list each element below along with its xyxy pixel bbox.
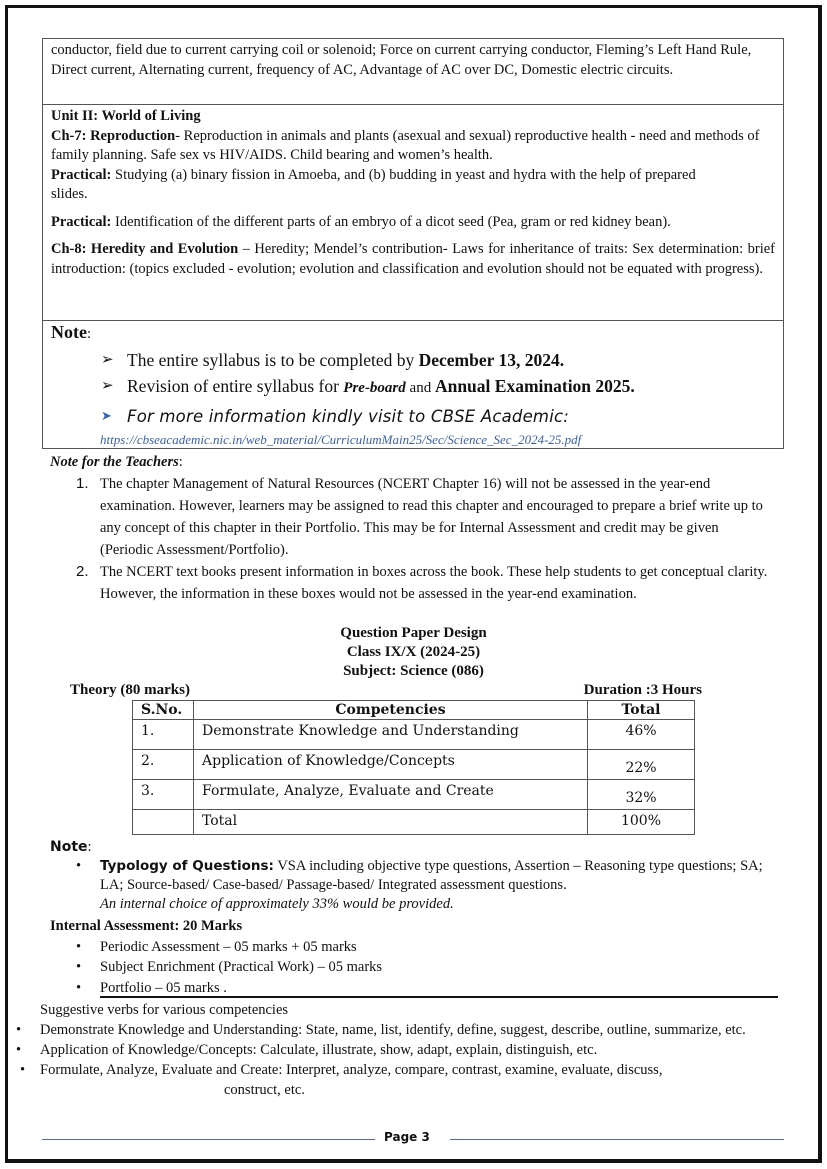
practical-2-paragraph [51, 213, 775, 233]
header-total: Total [588, 701, 695, 720]
item-text: The chapter Management of Natural Resources (NCERT Chapter 16) will not be assessed in the year-end examination. However, learners may be assigned to read this chapter and encouraged to prepare a brief write up to any concept of this chapter in their Portfolio. This may be for Internal Assessment and credit may be given (Periodic Assessment/Portfolio). [100, 476, 763, 558]
note-colon: : [86, 326, 92, 342]
table-row-total [133, 810, 695, 835]
note-item [101, 404, 775, 430]
typology-item [50, 857, 770, 914]
item-text: Application of Knowledge/Concepts: Calculate, illustrate, show, adapt, explain, distinguish, etc. [40, 1042, 598, 1058]
teachers-note-title: Note for the Teachers [50, 454, 179, 470]
theory-marks: Theory (80 marks) [70, 682, 190, 698]
note-item [101, 373, 775, 401]
cell-total: 100% [588, 810, 695, 835]
question-paper-design-heading [0, 624, 827, 681]
note-item-exam: Annual Examination 2025. [434, 375, 635, 396]
practical-1-paragraph [51, 166, 775, 205]
teachers-note-item [50, 473, 770, 561]
cell-competency: Demonstrate Knowledge and Understanding [194, 720, 588, 750]
bullet-icon: • [16, 1042, 22, 1058]
note-item-date: December 13, 2024. [418, 349, 565, 370]
syllabus-continuation-box [42, 38, 784, 105]
typology-note [50, 838, 770, 914]
practical-1-text: Studying (a) binary fission in Amoeba, and (b) budding in yeast and hydra with the help of prepared slides. [51, 166, 696, 202]
typology-list [50, 857, 770, 914]
header-sno: S.No. [133, 701, 194, 720]
bullet-icon: • [16, 1022, 22, 1038]
bullet-icon: • [76, 979, 82, 996]
cell-sno: 2. [133, 750, 194, 780]
typology-note-colon: : [87, 839, 92, 855]
arrow-bullet-icon: ➢ [101, 351, 114, 368]
practical-1-label: Practical: [51, 166, 112, 183]
cell-total: 32% [588, 780, 695, 810]
note-item-preboard: Pre-board [343, 379, 406, 396]
page-number: Page 3 [384, 1130, 430, 1144]
ch7-label: Ch-7: Reproduction [51, 127, 176, 144]
suggestive-verbs-title: Suggestive verbs for various competencies [40, 1002, 289, 1018]
item-text: The NCERT text books present information in boxes across the book. These help students to get conceptual clarity. However, the information in these boxes would not be assessed in the year-end examination. [100, 564, 768, 602]
note-item-text: The entire syllabus is to be completed by [127, 349, 419, 370]
verbs-item [14, 1060, 784, 1080]
verbs-item [14, 1020, 784, 1040]
cell-sno: 1. [133, 720, 194, 750]
teachers-note [50, 451, 770, 605]
item-text: Subject Enrichment (Practical Work) – 05 marks [100, 959, 383, 975]
item-text: Periodic Assessment – 05 marks + 05 marks [100, 938, 357, 955]
typology-label: Typology of Questions: [100, 858, 274, 874]
qpd-title: Question Paper Design [340, 625, 487, 641]
internal-assessment-item [50, 937, 770, 958]
footer-line-left [42, 1139, 375, 1140]
item-number: 2. [76, 563, 89, 580]
continuation-text: conductor, field due to current carrying coil or solenoid; Force on current carrying conductor, Fleming’s Left Hand Rule, Direct current, Alternating current, frequency of AC, Advantage of AC over DC, Domestic electric circuits. [51, 42, 752, 78]
note-item [101, 347, 775, 373]
practical-2-text: Identification of the different parts of an embryo of a dicot seed (Pea, gram or red kidney bean). [111, 213, 671, 230]
note-item-and: and [405, 379, 435, 396]
footer-line-right [450, 1139, 784, 1140]
note-title: Note [51, 322, 87, 342]
cell-competency: Formulate, Analyze, Evaluate and Create [194, 780, 588, 810]
note-item-text: For more information kindly visit to CBSE Academic: [127, 406, 570, 426]
verbs-continuation: construct, etc. [224, 1082, 305, 1098]
note-item-text: Revision of entire syllabus for [127, 375, 344, 396]
table-row [133, 780, 695, 810]
page-footer [42, 1130, 784, 1150]
bullet-icon: • [76, 938, 82, 955]
qpd-subject: Subject: Science (086) [343, 663, 484, 679]
cell-sno: 3. [133, 780, 194, 810]
ch8-label: Ch-8: Heredity and Evolution [51, 241, 239, 257]
typology-text: VSA including objective type questions, Assertion – Reasoning type questions; SA; LA; Source-based/ Case-based/ Passage-based/ Integrated assessment questions. [100, 858, 763, 893]
internal-choice-text: An internal choice of approximately 33% would be provided. [100, 896, 454, 912]
bullet-icon: • [20, 1062, 26, 1078]
cell-competency: Application of Knowledge/Concepts [194, 750, 588, 780]
bullet-icon: • [76, 858, 82, 874]
internal-assessment-title: Internal Assessment: 20 Marks [50, 918, 243, 934]
duration: Duration :3 Hours [583, 682, 702, 698]
teachers-note-item [50, 561, 770, 605]
item-text: Portfolio – 05 marks . [100, 979, 227, 996]
section-divider [100, 996, 778, 998]
internal-assessment-item [50, 978, 770, 999]
item-text: Formulate, Analyze, Evaluate and Create: Interpret, analyze, compare, contrast, examine, evaluate, discuss, [40, 1062, 663, 1078]
cell-sno [133, 810, 194, 835]
cell-total: 46% [588, 720, 695, 750]
verbs-item [14, 1040, 784, 1060]
ch7-text: - Reproduction in animals and plants (asexual and sexual) reproductive health - need and methods of family planning. Safe sex vs HIV/AIDS. Child bearing and women’s health. [51, 127, 760, 163]
ch8-text: – Heredity; Mendel’s contribution- Laws for inheritance of traits: Sex determination: brief introduction: (topics excluded - evolution; evolution and classification and evolution should not be equated with progress). [51, 241, 775, 277]
small-arrow-bullet-icon: ➤ [101, 408, 113, 424]
qpd-class: Class IX/X (2024-25) [346, 644, 481, 660]
item-text: Demonstrate Knowledge and Understanding: State, name, list, identify, define, suggest, describe, outline, summarize, etc. [40, 1022, 746, 1038]
table-header-row [133, 701, 695, 720]
teachers-note-colon: : [178, 454, 183, 470]
ch7-paragraph [51, 127, 775, 166]
cell-total: 22% [588, 750, 695, 780]
internal-assessment [50, 916, 770, 998]
note-box [42, 320, 784, 449]
table-row [133, 750, 695, 780]
unit-2-box [42, 104, 784, 321]
table-row [133, 720, 695, 750]
competencies-table [132, 700, 695, 835]
practical-2-label: Practical: [51, 213, 112, 230]
suggestive-verbs-list [14, 1020, 784, 1080]
ch8-paragraph [51, 240, 775, 279]
typology-note-title: Note [50, 839, 88, 855]
suggestive-verbs [14, 1000, 784, 1100]
header-competencies: Competencies [194, 701, 588, 720]
item-number: 1. [76, 475, 89, 492]
cbse-academic-link[interactable]: https://cbseacademic.nic.in/web_material/CurriculumMain25/Sec/Science_Sec_2024-25.pdf [100, 432, 582, 447]
internal-assessment-item [50, 957, 770, 978]
internal-assessment-list [50, 937, 770, 999]
bullet-icon: • [76, 959, 82, 975]
cell-competency: Total [194, 810, 588, 835]
unit-2-title: Unit II: World of Living [51, 108, 201, 124]
teachers-note-list [50, 473, 770, 605]
note-list [101, 347, 775, 430]
arrow-bullet-icon: ➢ [101, 377, 114, 394]
